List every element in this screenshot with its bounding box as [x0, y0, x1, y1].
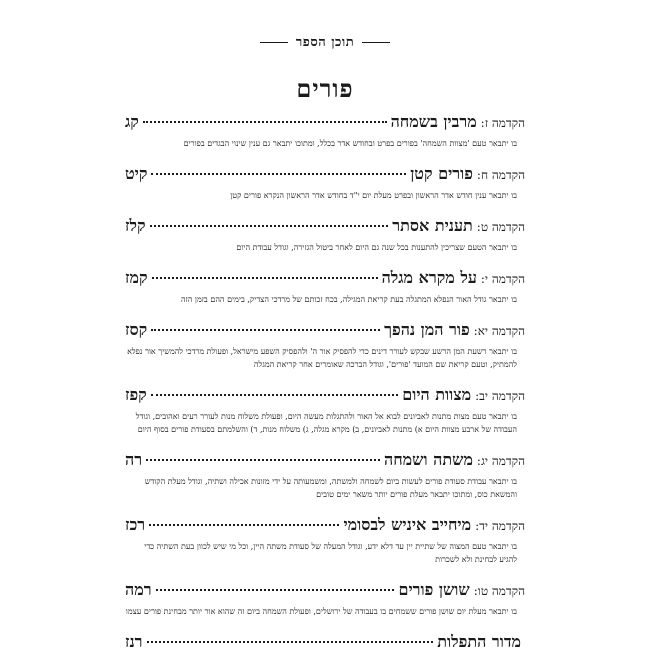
toc-entry-line: [125, 580, 525, 600]
toc-entry-line: [125, 164, 525, 184]
entry-page-number: קיט: [125, 164, 148, 183]
entry-description: בו יתבאר טעם מצות מתנות לאביונים לבוא אל האור ולהתגלות מעשה היום, ופעולת משלוח מנות לעורר רעים ואהובים, וגודל העבודה של ארבע מצוות היום א) מתנות לאביונים, ב) מקרא מגלה, ג) משלוח מנות, ד) והשלמתם בסעודת פורים בסוף היום: [135, 412, 517, 434]
entry-description: בו יתבאר הטעם שצריכין להתענות בכל שנה גם היום לאחר ביטול הגזירה, וגודל עבודת היום: [236, 243, 517, 252]
toc-entry: [125, 632, 525, 650]
toc-entry-line: [125, 268, 525, 288]
entry-title: מצוות היום: [402, 385, 472, 404]
toc-entry-line: [125, 515, 525, 535]
entry-page-number: רכז: [125, 515, 146, 534]
toc-entries: [125, 112, 525, 650]
entry-description: בו יתבאר טעם המצוה של שתיית יין עד דלא ידע, וגודל המעלה של סעודת משתה היין, וכל מי שיש לכוון בעת השתיה כדי להגיע לבחינת ולא לשכרות: [144, 542, 517, 564]
entry-title: שושן פורים: [398, 580, 470, 599]
entry-description: בו יתבאר עבודת סעודת פורים לעשות ביום לשמחה ולמשתה, ומשמעותה על ידי מזונות אכילה ושתיה, וגודל מעלת הקודש והמשאת כוס, ומתוכו יתבאר מעלת פורים יותר משאר ימים טובים: [144, 477, 517, 499]
toc-entry: [125, 112, 525, 150]
entry-prefix: הקדמה יג:: [476, 454, 525, 468]
dot-leader: [149, 524, 339, 526]
toc-entry: [125, 385, 525, 436]
entry-prefix: הקדמה ט:: [476, 220, 525, 234]
entry-prefix: הקדמה ז:: [480, 116, 525, 130]
toc-entry: [125, 515, 525, 566]
entry-title: על מקרא מגלה: [381, 268, 477, 287]
entry-title: מדור התפלות: [437, 632, 521, 650]
dot-leader: [150, 225, 389, 227]
toc-entry-line: [125, 216, 525, 236]
head-rule-right: [362, 42, 390, 43]
entry-description: בו יתבאר רשעת המן הרשע שבקש לעורר דינים כדי להפסיק אור ה' ולהפסיק השפע מישראל, ופעולת מרדכי להמשיך אור נפלא להמתיק, וטעם קריאת שם המועד 'פורים', וגודל הברכה שאומרים אחר קריאת המגלה: [127, 347, 517, 369]
entry-prefix: הקדמה יב:: [475, 389, 525, 403]
dot-leader: [147, 641, 434, 643]
toc-entry: [125, 320, 525, 371]
toc-entry-line: [125, 450, 525, 470]
dot-leader: [156, 589, 395, 591]
entry-page-number: קמז: [125, 268, 148, 287]
running-head-text: תוכן הספר: [295, 35, 355, 50]
dot-leader: [146, 459, 380, 461]
entry-title: מיחייב איניש לבסומי: [343, 515, 472, 534]
running-head: [125, 34, 525, 50]
dot-leader: [143, 121, 387, 123]
entry-page-number: קפז: [125, 385, 147, 404]
dot-leader: [151, 394, 399, 396]
entry-prefix: הקדמה טו:: [473, 584, 525, 598]
dot-leader: [151, 329, 380, 331]
entry-description: בו יתבאר ענין חודש אדר הראשון ובפרט מעלת יום י"ד בחודש אדר הראשון הנקרא פורים קטן: [230, 191, 517, 200]
toc-entry-line: [125, 320, 525, 340]
entry-prefix: הקדמה י:: [480, 272, 525, 286]
entry-page-number: רמה: [125, 580, 152, 599]
entry-page-number: קלז: [125, 216, 146, 235]
section-title: פורים: [296, 74, 354, 103]
toc-entry: [125, 580, 525, 618]
toc-entry-line: [125, 632, 525, 650]
entry-page-number: רה: [125, 450, 143, 469]
entry-title: מרבין בשמחה: [390, 112, 477, 131]
toc-entry: [125, 216, 525, 254]
toc-entry-line: [125, 112, 525, 132]
entry-page-number: קסז: [125, 320, 148, 339]
entry-title: פור המן נהפך: [384, 320, 470, 339]
entry-title: תענית אסתר: [392, 216, 473, 235]
entry-description: בו יתבאר מעלת יום שושן פורים ששמחים בו בעבודה של ירושלים, ופעולת השמחה ביום זה שהוא אור יותר מבחינת פורים עצמו: [125, 607, 517, 616]
toc-entry: [125, 268, 525, 306]
entry-description: בו יתבאר גודל האור הנפלא המתגלה בעת קריאת המגילה, בכח זכותם של מרדכי הצדיק, בימים ההם בזמן הזה: [180, 295, 517, 304]
entry-prefix: הקדמה ח:: [476, 168, 525, 182]
entry-title: משתה ושמחה: [384, 450, 473, 469]
entry-page-number: רנז: [125, 632, 143, 650]
toc-entry-line: [125, 385, 525, 405]
entry-prefix: הקדמה יא:: [473, 324, 525, 338]
toc-entry: [125, 450, 525, 501]
entry-description: בו יתבאר טעם 'מצוות השמחה' בפורים בפרט ובחודש אדר בכלל, ומתוכו יתבאר גם ענין שינוי הבגדים בפורים: [183, 139, 517, 148]
entry-prefix: הקדמה יד:: [475, 519, 525, 533]
toc-entry: [125, 164, 525, 202]
head-rule-left: [260, 42, 288, 43]
entry-page-number: קג: [125, 112, 139, 131]
dot-leader: [152, 277, 378, 279]
entry-title: פורים קטן: [410, 164, 473, 183]
dot-leader: [151, 173, 406, 175]
